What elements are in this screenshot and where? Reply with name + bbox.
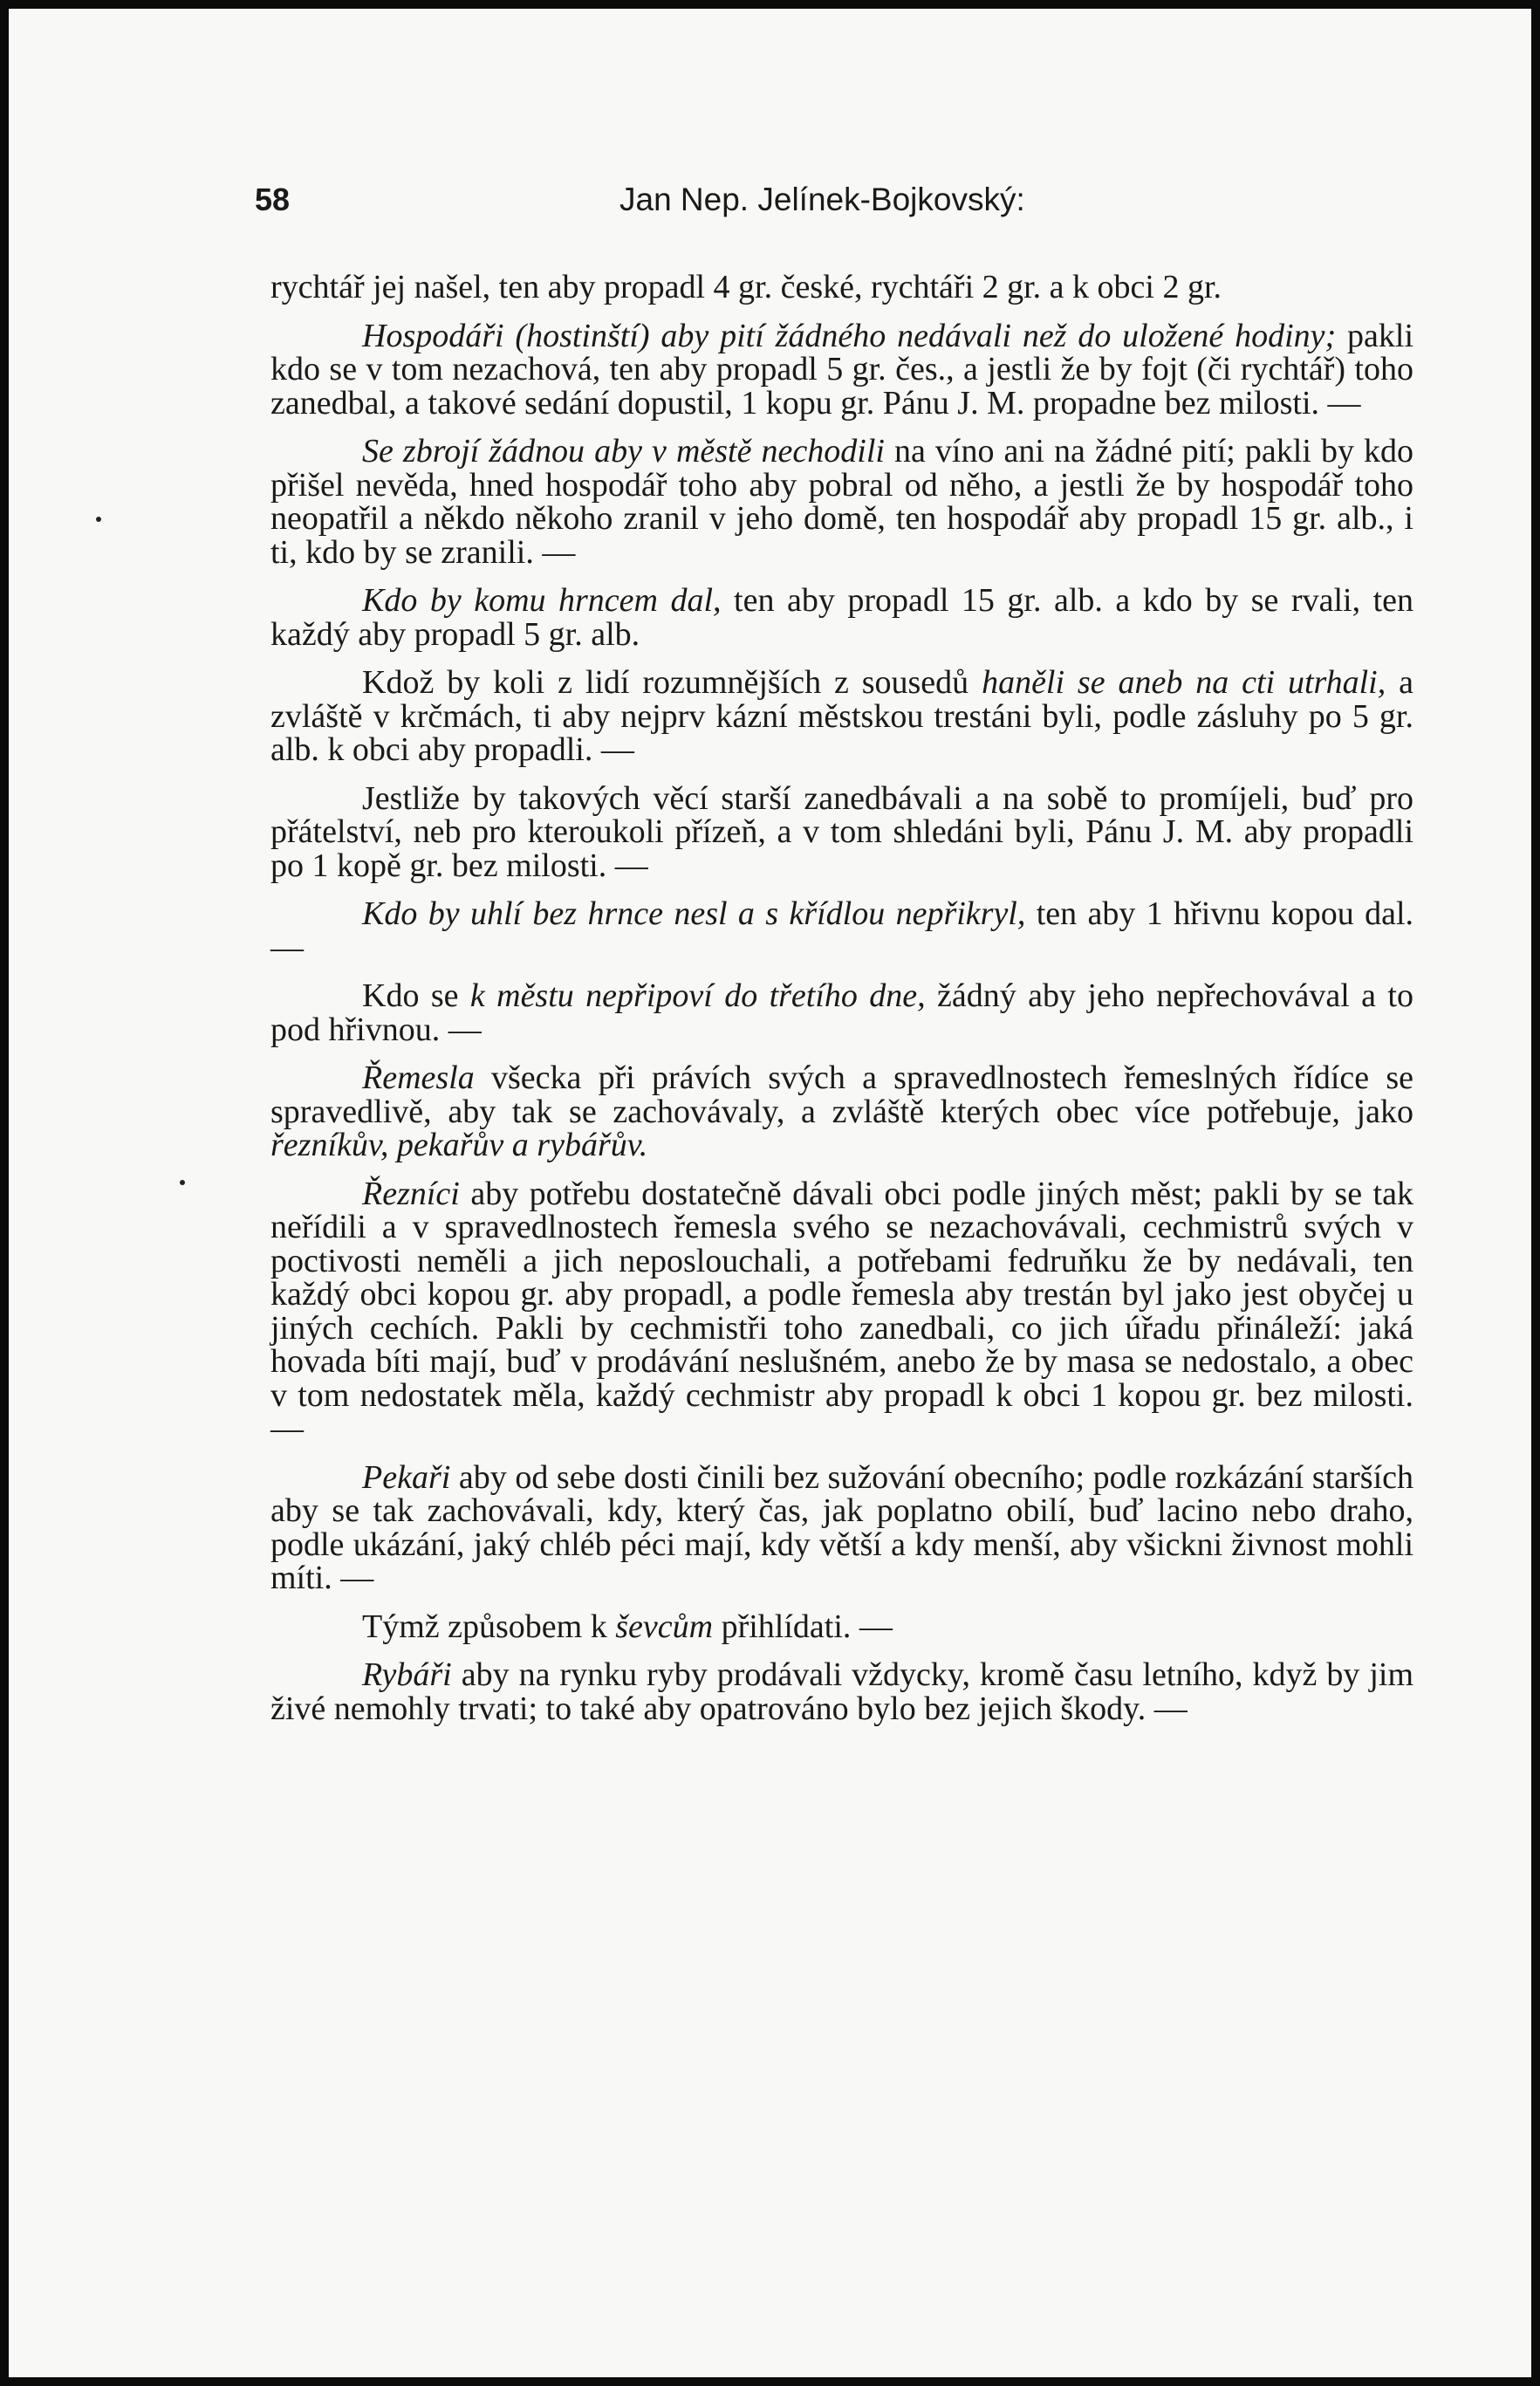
paragraph bbox=[270, 779, 1413, 884]
text-run: aby od sebe dosti činili bez sužování obecního; podle rozkázání starších aby se tak zachovávali, kdy, který čas, jak poplatno obilí, buď lacino nebo draho, podle ukázání, jaký chléb péci mají, kdy větší a kdy menší, aby všickni živnost mohli míti. — bbox=[270, 1458, 1413, 1596]
running-head: Jan Nep. Jelínek-Bojkovský: bbox=[619, 182, 1025, 217]
text-run: na víno ani na žádné pití; pakli by kdo přišel nevěda, hned hospodář toho aby pobral od něho, a jestli že by hospodář toho neopatřil a někdo někoho zranil v jeho domě, ten hospodář aby propadl 15 gr. alb., i ti, kdo by se zranili. — bbox=[270, 433, 1414, 571]
italic-phrase: Hospodáři (hostinští) aby pití žádného nedávali než do uložené hodiny; bbox=[362, 317, 1337, 354]
text-run: aby potřebu dostatečně dávali obci podle jiných měst; pakli by se tak neřídili a v spravedlnostech řemesla svého se nezachovávali, cechmistrů svých v poctivosti neměli a jich neposlouchali, a potřebami fedruňku že by nedávali, ten každý obci kopou gr. aby propadl, a podle řemesla aby trestán byl jako jest obyčej u jiných cechích. Pakli by cechmistři toho zanedbali, co jich úřadu přináleží: jaká hovada bíti mají, buď v prodávání neslušném, anebo že by masa se nedostalo, a obec v tom nedostatek měla, každý cechmistr aby propadl k obci 1 kopou gr. bez milosti. — bbox=[270, 1175, 1413, 1447]
italic-phrase: Pekaři bbox=[362, 1458, 451, 1496]
page-number: 58 bbox=[255, 182, 291, 217]
paragraph bbox=[270, 319, 1413, 421]
paragraph bbox=[270, 1061, 1413, 1162]
margin-speck bbox=[180, 1180, 185, 1185]
paragraph bbox=[270, 584, 1413, 651]
italic-phrase: Řemesla bbox=[362, 1059, 475, 1096]
paragraph bbox=[270, 1610, 1413, 1644]
paragraph bbox=[270, 1177, 1413, 1446]
text-run: Kdo se bbox=[362, 977, 470, 1014]
text-run: Kdož by koli z lidí rozumnějších z sousedů bbox=[362, 664, 982, 701]
paragraph bbox=[270, 435, 1413, 569]
text-run: žádný aby jeho nepřechovával a to pod hřivnou. — bbox=[270, 977, 1413, 1048]
text-run: pakli kdo se v tom nezachová, ten aby propadl 5 gr. čes., a jestli že by fojt (či rychtář) toho zanedbal, a takové sedání dopustil, 1 kopu gr. Pánu J. M. propadne bez milosti. — bbox=[270, 317, 1414, 422]
text-run: ten aby 1 hřivnu kopou dal. — bbox=[270, 895, 1414, 966]
text-run: Týmž způsobem k bbox=[362, 1608, 616, 1645]
paragraph bbox=[270, 897, 1413, 964]
italic-phrase: Řezníci bbox=[362, 1175, 460, 1212]
margin-speck bbox=[96, 517, 101, 522]
book-page bbox=[9, 9, 1531, 2377]
italic-phrase: Kdo by komu hrncem dal, bbox=[362, 582, 722, 619]
text-run: přihlídati. — bbox=[713, 1608, 893, 1645]
text-run: rychtář jej našel, ten aby propadl 4 gr. české, rychtáři 2 gr. a k obci 2 gr. bbox=[270, 269, 1222, 305]
italic-phrase: k městu nepřipoví do třetího dne, bbox=[469, 977, 926, 1014]
body-text bbox=[270, 271, 1413, 1740]
text-run: všecka při právích svých a spravedlnostech řemeslných řídíce se spravedlivě, aby tak se zachovávaly, a zvláště kterých obec více potřebuje, jako bbox=[270, 1059, 1413, 1130]
text-run: Jestliže by takových věcí starší zanedbávali a na sobě to promíjeli, buď pro přátelství, neb pro kteroukoli přízeň, a v tom shledáni byli, Pánu J. M. aby propadli po 1 kopě gr. bez milosti. — bbox=[270, 779, 1413, 884]
paragraph bbox=[270, 666, 1413, 767]
italic-phrase: řezníkův, pekařův a rybářův. bbox=[270, 1127, 648, 1163]
italic-phrase: haněli se aneb na cti utrhali, bbox=[982, 664, 1386, 701]
italic-phrase: ševcům bbox=[615, 1608, 714, 1645]
text-run: aby na rynku ryby prodávali vždycky, kromě času letního, když by jim živé nemohly trvati; to také aby opatrováno bylo bez jejich škody. — bbox=[270, 1656, 1413, 1727]
italic-phrase: Rybáři bbox=[362, 1656, 452, 1693]
paragraph bbox=[270, 979, 1413, 1046]
paragraph bbox=[270, 1458, 1413, 1596]
text-run: ten aby propadl 15 gr. alb. a kdo by se rvali, ten každý aby propadl 5 gr. alb. bbox=[270, 582, 1413, 653]
italic-phrase: Se zbrojí žádnou aby v městě nechodili bbox=[362, 433, 885, 470]
text-run: a zvláště v krčmách, ti aby nejprv kázní městskou trestáni byli, podle zásluhy po 5 gr. alb. k obci aby propadli. — bbox=[270, 664, 1413, 768]
paragraph bbox=[270, 1658, 1413, 1725]
page-header bbox=[9, 182, 1531, 225]
paragraph bbox=[270, 271, 1413, 305]
italic-phrase: Kdo by uhlí bez hrnce nesl a s křídlou nepřikryl, bbox=[362, 895, 1026, 932]
